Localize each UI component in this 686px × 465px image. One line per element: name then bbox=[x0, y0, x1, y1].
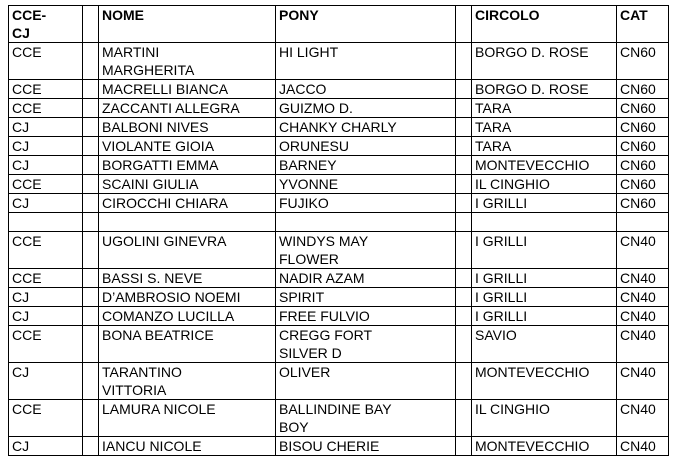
cell-nome: VIOLANTE GIOIA bbox=[99, 137, 276, 156]
cell-blank bbox=[83, 99, 99, 118]
cell-pony: NADIR AZAM bbox=[276, 269, 456, 288]
cell-pony: CHANKY CHARLY bbox=[276, 118, 456, 137]
table-row bbox=[9, 137, 669, 156]
cell-blank bbox=[83, 363, 99, 400]
cell-circolo: BORGO D. ROSE bbox=[472, 43, 617, 80]
table-row bbox=[9, 99, 669, 118]
table-row bbox=[9, 400, 669, 437]
cell-blank bbox=[83, 269, 99, 288]
cell-blank bbox=[83, 175, 99, 194]
cell-pony: CREGG FORT SILVER D bbox=[276, 326, 456, 363]
cell-circolo: SAVIO bbox=[472, 326, 617, 363]
table-row bbox=[9, 288, 669, 307]
cell-nome: COMANZO LUCILLA bbox=[99, 307, 276, 326]
cell-cat bbox=[617, 213, 669, 232]
table-row bbox=[9, 80, 669, 99]
cell-cat: CN60 bbox=[617, 175, 669, 194]
cell-pony: HI LIGHT bbox=[276, 43, 456, 80]
cell-cce-cj: CCE bbox=[9, 99, 83, 118]
cell-pony: SPIRIT bbox=[276, 288, 456, 307]
cell-nome: BONA BEATRICE bbox=[99, 326, 276, 363]
table-row bbox=[9, 118, 669, 137]
cell-blank bbox=[456, 363, 472, 400]
cell-cat: CN60 bbox=[617, 118, 669, 137]
cell-cce-cj: CJ bbox=[9, 137, 83, 156]
cell-cat: CN40 bbox=[617, 437, 669, 456]
cell-pony: BISOU CHERIE bbox=[276, 437, 456, 456]
cell-cat: CN60 bbox=[617, 99, 669, 118]
table-row bbox=[9, 194, 669, 213]
cell-circolo: TARA bbox=[472, 99, 617, 118]
cell-circolo: IL CINGHIO bbox=[472, 400, 617, 437]
header-row bbox=[9, 6, 669, 43]
cell-pony: FUJIKO bbox=[276, 194, 456, 213]
cell-circolo: TARA bbox=[472, 118, 617, 137]
cell-blank bbox=[456, 43, 472, 80]
cell-blank bbox=[83, 326, 99, 363]
cell-blank bbox=[456, 307, 472, 326]
table-row bbox=[9, 213, 669, 232]
cell-nome bbox=[99, 213, 276, 232]
cell-blank bbox=[456, 400, 472, 437]
cell-blank bbox=[83, 307, 99, 326]
table-row bbox=[9, 437, 669, 456]
cell-blank bbox=[83, 400, 99, 437]
cell-circolo: I GRILLI bbox=[472, 269, 617, 288]
cell-pony: JACCO bbox=[276, 80, 456, 99]
cell-cat: CN60 bbox=[617, 156, 669, 175]
cell-cce-cj: CCE bbox=[9, 175, 83, 194]
table-row bbox=[9, 269, 669, 288]
cell-pony: BALLINDINE BAY BOY bbox=[276, 400, 456, 437]
cell-cce-cj: CCE bbox=[9, 80, 83, 99]
cell-circolo: MONTEVECCHIO bbox=[472, 363, 617, 400]
header-circolo: CIRCOLO bbox=[472, 6, 617, 43]
cell-pony: ORUNESU bbox=[276, 137, 456, 156]
table-row bbox=[9, 326, 669, 363]
cell-nome: LAMURA NICOLE bbox=[99, 400, 276, 437]
cell-nome: SCAINI GIULIA bbox=[99, 175, 276, 194]
cell-nome: BORGATTI EMMA bbox=[99, 156, 276, 175]
cell-blank bbox=[456, 194, 472, 213]
cell-blank bbox=[456, 213, 472, 232]
cell-blank bbox=[456, 156, 472, 175]
cell-circolo: I GRILLI bbox=[472, 307, 617, 326]
cell-nome: CIROCCHI CHIARA bbox=[99, 194, 276, 213]
header-blank-2 bbox=[456, 6, 472, 43]
cell-nome: ZACCANTI ALLEGRA bbox=[99, 99, 276, 118]
cell-cce-cj: CCE bbox=[9, 43, 83, 80]
cell-cat: CN40 bbox=[617, 232, 669, 269]
cell-blank bbox=[83, 137, 99, 156]
cell-blank bbox=[83, 43, 99, 80]
cell-cce-cj: CJ bbox=[9, 194, 83, 213]
cell-circolo: TARA bbox=[472, 137, 617, 156]
cell-circolo: MONTEVECCHIO bbox=[472, 437, 617, 456]
cell-blank bbox=[83, 194, 99, 213]
cell-circolo: IL CINGHIO bbox=[472, 175, 617, 194]
cell-cat: CN40 bbox=[617, 363, 669, 400]
header-nome: NOME bbox=[99, 6, 276, 43]
cell-nome: UGOLINI GINEVRA bbox=[99, 232, 276, 269]
cell-cce-cj: CJ bbox=[9, 363, 83, 400]
cell-nome: D’AMBROSIO NOEMI bbox=[99, 288, 276, 307]
cell-nome: BASSI S. NEVE bbox=[99, 269, 276, 288]
cell-cat: CN40 bbox=[617, 288, 669, 307]
cell-cce-cj: CJ bbox=[9, 437, 83, 456]
cell-pony: BARNEY bbox=[276, 156, 456, 175]
cell-cat: CN60 bbox=[617, 194, 669, 213]
cell-blank bbox=[83, 213, 99, 232]
cell-blank bbox=[456, 137, 472, 156]
cell-blank bbox=[83, 232, 99, 269]
cell-cce-cj: CJ bbox=[9, 307, 83, 326]
cell-circolo: I GRILLI bbox=[472, 232, 617, 269]
cell-nome: MARTINI MARGHERITA bbox=[99, 43, 276, 80]
cell-blank bbox=[456, 118, 472, 137]
cell-blank bbox=[83, 288, 99, 307]
cell-nome: BALBONI NIVES bbox=[99, 118, 276, 137]
table-row bbox=[9, 232, 669, 269]
cell-cat: CN40 bbox=[617, 400, 669, 437]
cell-pony: FREE FULVIO bbox=[276, 307, 456, 326]
cell-blank bbox=[456, 99, 472, 118]
cell-cat: CN40 bbox=[617, 307, 669, 326]
cell-cce-cj: CJ bbox=[9, 156, 83, 175]
cell-nome: TARANTINO VITTORIA bbox=[99, 363, 276, 400]
cell-pony bbox=[276, 213, 456, 232]
cell-blank bbox=[83, 156, 99, 175]
cell-cce-cj: CCE bbox=[9, 326, 83, 363]
cell-circolo: I GRILLI bbox=[472, 288, 617, 307]
cell-circolo bbox=[472, 213, 617, 232]
cell-cce-cj: CJ bbox=[9, 118, 83, 137]
cell-blank bbox=[83, 80, 99, 99]
header-cce-cj: CCE- CJ bbox=[9, 6, 83, 43]
cell-blank bbox=[456, 326, 472, 363]
cell-blank bbox=[83, 437, 99, 456]
cell-circolo: MONTEVECCHIO bbox=[472, 156, 617, 175]
cell-pony: WINDYS MAY FLOWER bbox=[276, 232, 456, 269]
cell-circolo: BORGO D. ROSE bbox=[472, 80, 617, 99]
cell-cat: CN60 bbox=[617, 137, 669, 156]
table-row bbox=[9, 363, 669, 400]
entries-table bbox=[8, 5, 669, 456]
header-pony: PONY bbox=[276, 6, 456, 43]
table-row bbox=[9, 307, 669, 326]
cell-pony: GUIZMO D. bbox=[276, 99, 456, 118]
cell-cce-cj: CJ bbox=[9, 288, 83, 307]
cell-cce-cj bbox=[9, 213, 83, 232]
cell-blank bbox=[83, 118, 99, 137]
header-blank-1 bbox=[83, 6, 99, 43]
cell-nome: MACRELLI BIANCA bbox=[99, 80, 276, 99]
cell-nome: IANCU NICOLE bbox=[99, 437, 276, 456]
table-row bbox=[9, 175, 669, 194]
cell-cat: CN60 bbox=[617, 80, 669, 99]
cell-blank bbox=[456, 437, 472, 456]
cell-cce-cj: CCE bbox=[9, 400, 83, 437]
cell-cce-cj: CCE bbox=[9, 232, 83, 269]
cell-blank bbox=[456, 175, 472, 194]
cell-pony: OLIVER bbox=[276, 363, 456, 400]
cell-blank bbox=[456, 232, 472, 269]
cell-cat: CN60 bbox=[617, 43, 669, 80]
cell-blank bbox=[456, 288, 472, 307]
cell-cce-cj: CCE bbox=[9, 269, 83, 288]
cell-blank bbox=[456, 80, 472, 99]
cell-cat: CN40 bbox=[617, 326, 669, 363]
table-row bbox=[9, 43, 669, 80]
cell-blank bbox=[456, 269, 472, 288]
cell-circolo: I GRILLI bbox=[472, 194, 617, 213]
header-cat: CAT bbox=[617, 6, 669, 43]
cell-cat: CN40 bbox=[617, 269, 669, 288]
table-row bbox=[9, 156, 669, 175]
cell-pony: YVONNE bbox=[276, 175, 456, 194]
